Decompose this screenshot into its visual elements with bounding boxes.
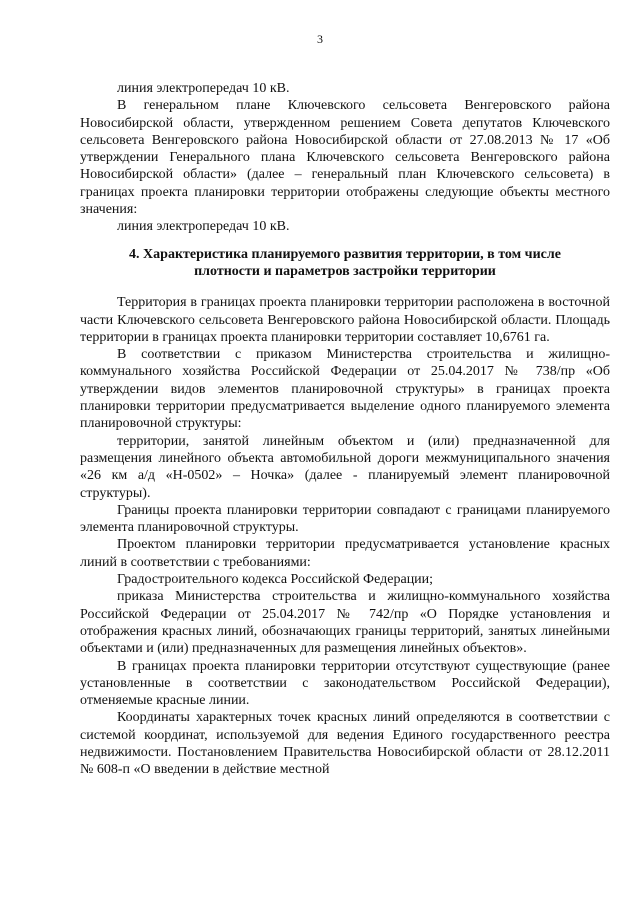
paragraph-red-lines: Проектом планировки территории предусматривается установление красных линий в соответствии с требованиями: xyxy=(80,537,610,570)
paragraph-linear-object: территории, занятой линейным объектом и (или) предназначенной для размещения линейного объекта автомобильной дороги межмуниципального значения «26 км а/д «Н-0502» – Ночка» (далее - планируемый элемент планировочной структуры). xyxy=(80,433,610,501)
paragraph-power-line-object: линия электропередач 10 кВ. xyxy=(117,219,290,235)
paragraph-no-existing-lines: В границах проекта планировки территории отсутствуют существующие (ранее установленные в соответствии с законодательством Российской Федерации), отменяемые красные линии. xyxy=(80,658,610,709)
section-heading: 4. Характеристика планируемого развития территории, в том числе плотности и параметров застройки территории xyxy=(129,246,561,279)
page-body xyxy=(80,80,610,779)
paragraph-urban-code: Градостроительного кодекса Российской Федерации; xyxy=(117,572,434,588)
paragraph-boundaries: Границы проекта планировки территории совпадают с границами планируемого элемента планировочной структуры. xyxy=(80,502,610,536)
paragraph-coordinates: Координаты характерных точек красных линий определяются в соответствии с системой координат, используемой для ведения Единого государственного реестра недвижимости. Постановлением Правительства Новосибирской области от 28.12.2011 № 608-п «О введении в действие местной xyxy=(80,710,610,778)
page-number: 3 xyxy=(317,32,323,46)
paragraph-territory-location: Территория в границах проекта планировки территории расположена в восточной части Ключевского сельсовета Венгеровского района Новосибирской области. Площадь территории в границах проекта планировки территории составляет 10,6761 га. xyxy=(80,295,610,345)
paragraph-general-plan: В генеральном плане Ключевского сельсовета Венгеровского района Новосибирской области, утвержденном решением Совета депутатов Ключевского сельсовета Венгеровского района Новосибирской области от 27.08.2013 № 17 «Об утверждении Генерального плана Ключевского сельсовета Венгеровского района Новосибирской области» (далее – генеральный план Ключевского сельсовета) в границах проекта планировки территории отображены следующие объекты местного значения: xyxy=(80,98,610,218)
paragraph-ministry-order-738: В соответствии с приказом Министерства строительства и жилищно-коммунального хозяйства Российской Федерации от 25.04.2017 № 738/пр «Об утверждении видов элементов планировочной структуры» в границах проекта планировки территории предусматривается выделение одного планируемого элемента планировочной структуры: xyxy=(80,347,610,432)
paragraph-ministry-order-742: приказа Министерства строительства и жилищно-коммунального хозяйства Российской Федерации от 25.04.2017 № 742/пр «О Порядке установления и отображения красных линий, обозначающих границы территорий, занятых линейными объектами и (или) предназначенных для размещения линейных объектов». xyxy=(80,589,610,657)
paragraph-power-line-intro: линия электропередач 10 кВ. xyxy=(117,81,290,96)
